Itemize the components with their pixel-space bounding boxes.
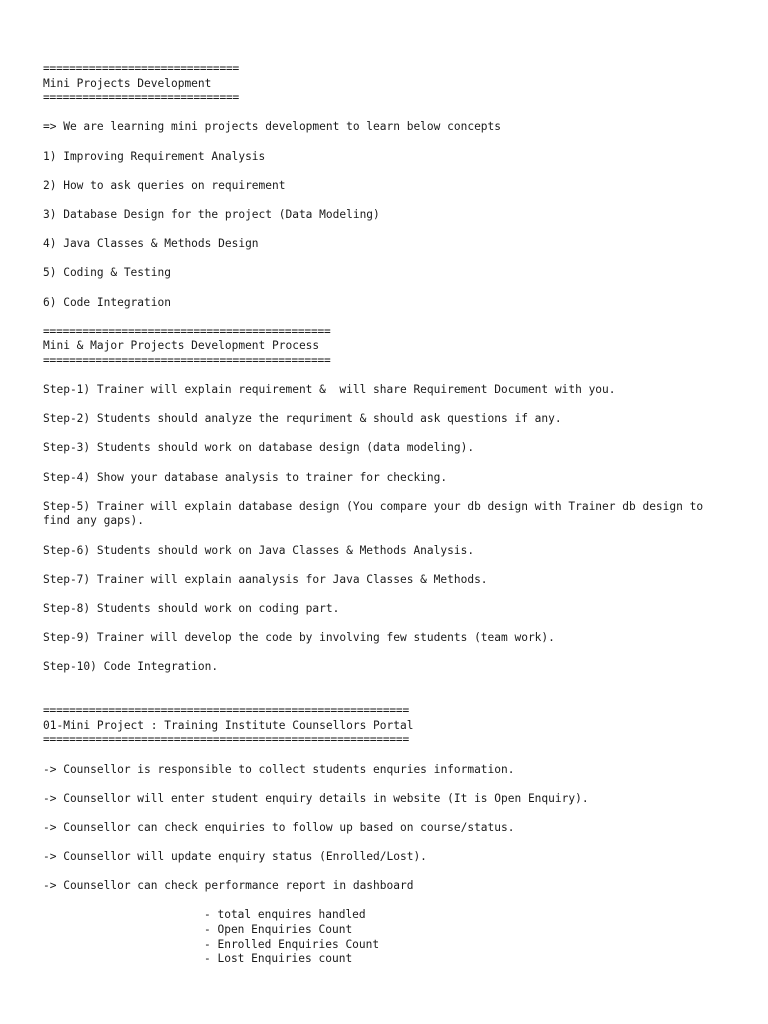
- section-divider: ========================================================: [43, 733, 409, 747]
- concept-item: 6) Code Integration: [43, 295, 171, 309]
- requirement-point: -> Counsellor can check performance report in dashboard: [43, 879, 414, 893]
- process-step: Step-5) Trainer will explain database design (You compare your db design with Trainer db design to find any gaps).: [43, 499, 710, 528]
- concept-item: 2) How to ask queries on requirement: [43, 178, 286, 192]
- process-step: Step-2) Students should analyze the requriment & should ask questions if any.: [43, 412, 562, 426]
- requirement-point: -> Counsellor will update enquiry status (Enrolled/Lost).: [43, 850, 427, 864]
- section-divider: ==============================: [43, 91, 240, 105]
- section-title: Mini & Major Projects Development Process: [43, 339, 320, 353]
- process-step: Step-3) Students should work on database design (data modeling).: [43, 441, 475, 455]
- dashboard-item: - Lost Enquiries count: [204, 952, 353, 966]
- process-step: Step-7) Trainer will explain aanalysis for Java Classes & Methods.: [43, 572, 488, 586]
- section-divider: ========================================================: [43, 704, 409, 718]
- dashboard-item: - Enrolled Enquiries Count: [204, 937, 380, 951]
- section-divider: ==============================: [43, 62, 240, 75]
- section-divider: ============================================: [43, 324, 331, 338]
- process-step: Step-9) Trainer will develop the code by involving few students (team work).: [43, 631, 555, 645]
- section-title: 01-Mini Project : Training Institute Counsellors Portal: [43, 718, 414, 732]
- requirement-point: -> Counsellor is responsible to collect students enquries information.: [43, 762, 515, 776]
- dashboard-item: - total enquires handled: [204, 908, 366, 922]
- concept-item: 1) Improving Requirement Analysis: [43, 149, 266, 163]
- process-step: Step-4) Show your database analysis to trainer for checking.: [43, 470, 448, 484]
- requirement-point: -> Counsellor will enter student enquiry details in website (It is Open Enquiry).: [43, 791, 589, 805]
- process-step: Step-8) Students should work on coding part.: [43, 601, 340, 615]
- dashboard-item: - Open Enquiries Count: [204, 923, 353, 937]
- concept-item: 3) Database Design for the project (Data Modeling): [43, 207, 380, 221]
- concept-item: 4) Java Classes & Methods Design: [43, 237, 259, 251]
- section-title: Mini Projects Development: [43, 76, 212, 90]
- requirement-point: -> Counsellor can check enquiries to follow up based on course/status.: [43, 820, 515, 834]
- process-step: Step-1) Trainer will explain requirement & will share Requirement Document with you.: [43, 383, 616, 397]
- intro-line: => We are learning mini projects development to learn below concepts: [43, 120, 502, 134]
- process-step: Step-10) Code Integration.: [43, 660, 219, 674]
- process-step: Step-6) Students should work on Java Classes & Methods Analysis.: [43, 543, 475, 557]
- concept-item: 5) Coding & Testing: [43, 266, 171, 280]
- section-divider: ============================================: [43, 353, 331, 367]
- document-body: [43, 62, 743, 967]
